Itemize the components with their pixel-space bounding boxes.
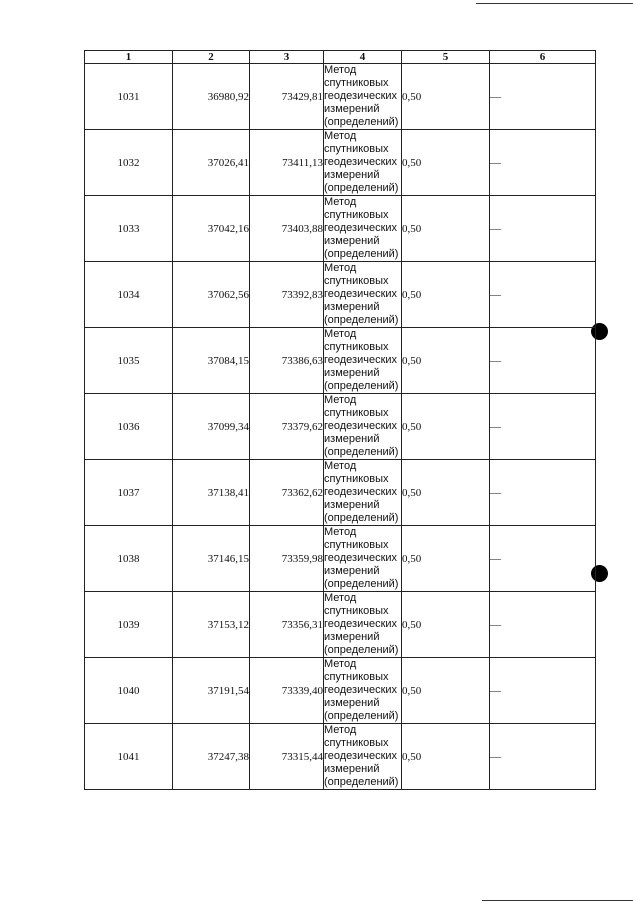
method-cell: Метод спутниковых геодезических измерений (определений)	[324, 460, 402, 526]
accuracy-cell: 0,50	[402, 724, 490, 790]
y-coordinate-cell: 73411,13	[250, 130, 324, 196]
accuracy-cell: 0,50	[402, 526, 490, 592]
note-cell: —	[490, 526, 596, 592]
table-row	[85, 130, 596, 196]
point-number-cell: 1032	[85, 130, 173, 196]
coordinates-table	[84, 50, 596, 790]
table-row	[85, 64, 596, 130]
table-row	[85, 658, 596, 724]
accuracy-cell: 0,50	[402, 196, 490, 262]
accuracy-cell: 0,50	[402, 460, 490, 526]
method-cell: Метод спутниковых геодезических измерений (определений)	[324, 724, 402, 790]
accuracy-cell: 0,50	[402, 592, 490, 658]
column-header-4: 4	[324, 51, 402, 64]
x-coordinate-cell: 37146,15	[173, 526, 250, 592]
point-number-cell: 1031	[85, 64, 173, 130]
x-coordinate-cell: 36980,92	[173, 64, 250, 130]
note-cell: —	[490, 592, 596, 658]
method-cell: Метод спутниковых геодезических измерений (определений)	[324, 658, 402, 724]
x-coordinate-cell: 37026,41	[173, 130, 250, 196]
x-coordinate-cell: 37062,56	[173, 262, 250, 328]
note-cell: —	[490, 394, 596, 460]
y-coordinate-cell: 73362,62	[250, 460, 324, 526]
column-header-2: 2	[173, 51, 250, 64]
table-row	[85, 592, 596, 658]
x-coordinate-cell: 37191,54	[173, 658, 250, 724]
x-coordinate-cell: 37084,15	[173, 328, 250, 394]
accuracy-cell: 0,50	[402, 328, 490, 394]
point-number-cell: 1035	[85, 328, 173, 394]
column-header-6: 6	[490, 51, 596, 64]
point-number-cell: 1040	[85, 658, 173, 724]
method-cell: Метод спутниковых геодезических измерений (определений)	[324, 130, 402, 196]
column-header-5: 5	[402, 51, 490, 64]
y-coordinate-cell: 73315,44	[250, 724, 324, 790]
point-number-cell: 1038	[85, 526, 173, 592]
method-cell: Метод спутниковых геодезических измерений (определений)	[324, 592, 402, 658]
method-cell: Метод спутниковых геодезических измерений (определений)	[324, 64, 402, 130]
column-header-1: 1	[85, 51, 173, 64]
y-coordinate-cell: 73392,83	[250, 262, 324, 328]
x-coordinate-cell: 37099,34	[173, 394, 250, 460]
table-row	[85, 394, 596, 460]
point-number-cell: 1036	[85, 394, 173, 460]
column-header-3: 3	[250, 51, 324, 64]
note-cell: —	[490, 724, 596, 790]
accuracy-cell: 0,50	[402, 658, 490, 724]
y-coordinate-cell: 73339,40	[250, 658, 324, 724]
y-coordinate-cell: 73403,88	[250, 196, 324, 262]
note-cell: —	[490, 196, 596, 262]
table-row	[85, 262, 596, 328]
x-coordinate-cell: 37153,12	[173, 592, 250, 658]
y-coordinate-cell: 73356,31	[250, 592, 324, 658]
table-header-row	[85, 51, 596, 64]
y-coordinate-cell: 73359,98	[250, 526, 324, 592]
bottom-rule	[482, 900, 633, 901]
top-rule	[476, 3, 633, 4]
note-cell: —	[490, 460, 596, 526]
method-cell: Метод спутниковых геодезических измерений (определений)	[324, 526, 402, 592]
y-coordinate-cell: 73429,81	[250, 64, 324, 130]
table-row	[85, 196, 596, 262]
table-row	[85, 460, 596, 526]
method-cell: Метод спутниковых геодезических измерений (определений)	[324, 262, 402, 328]
table-row	[85, 328, 596, 394]
note-cell: —	[490, 64, 596, 130]
x-coordinate-cell: 37042,16	[173, 196, 250, 262]
y-coordinate-cell: 73386,63	[250, 328, 324, 394]
note-cell: —	[490, 328, 596, 394]
point-number-cell: 1033	[85, 196, 173, 262]
note-cell: —	[490, 658, 596, 724]
note-cell: —	[490, 130, 596, 196]
accuracy-cell: 0,50	[402, 64, 490, 130]
accuracy-cell: 0,50	[402, 130, 490, 196]
point-number-cell: 1039	[85, 592, 173, 658]
y-coordinate-cell: 73379,62	[250, 394, 324, 460]
method-cell: Метод спутниковых геодезических измерений (определений)	[324, 196, 402, 262]
note-cell: —	[490, 262, 596, 328]
accuracy-cell: 0,50	[402, 394, 490, 460]
table-row	[85, 724, 596, 790]
x-coordinate-cell: 37247,38	[173, 724, 250, 790]
point-number-cell: 1041	[85, 724, 173, 790]
point-number-cell: 1037	[85, 460, 173, 526]
table-row	[85, 526, 596, 592]
method-cell: Метод спутниковых геодезических измерений (определений)	[324, 328, 402, 394]
x-coordinate-cell: 37138,41	[173, 460, 250, 526]
accuracy-cell: 0,50	[402, 262, 490, 328]
method-cell: Метод спутниковых геодезических измерений (определений)	[324, 394, 402, 460]
point-number-cell: 1034	[85, 262, 173, 328]
